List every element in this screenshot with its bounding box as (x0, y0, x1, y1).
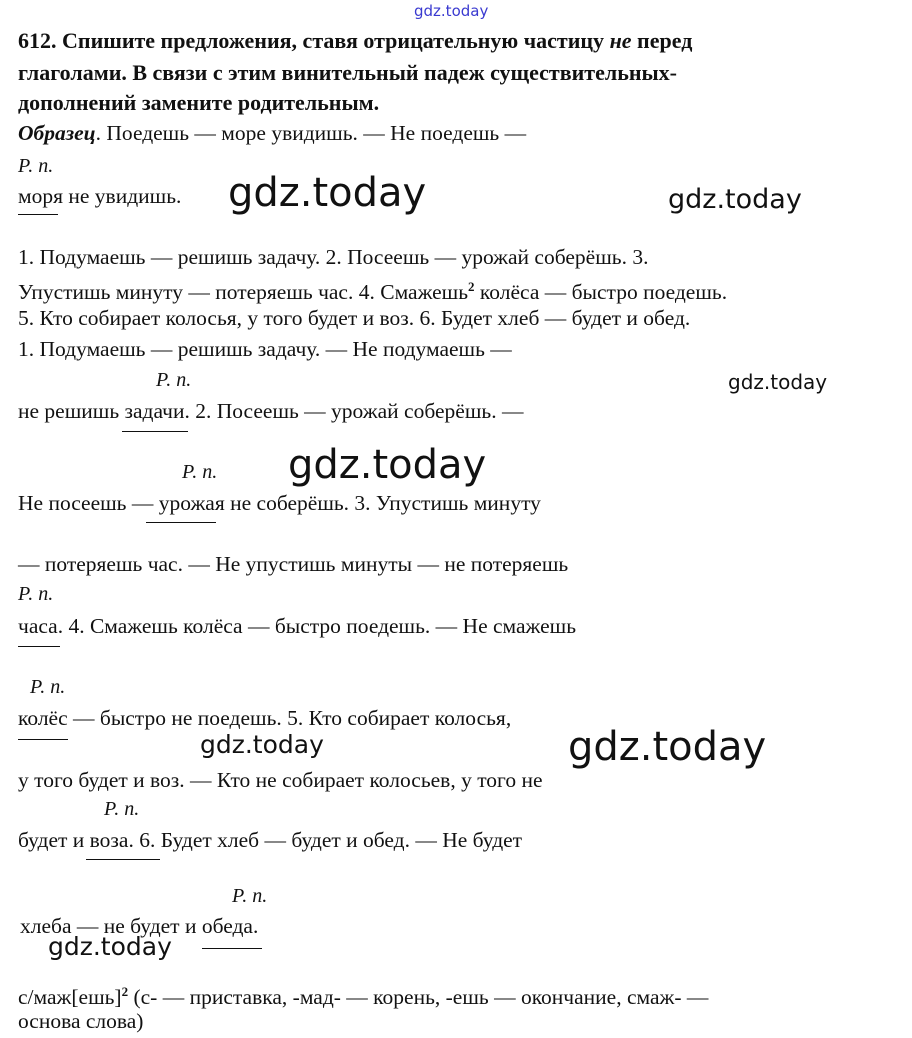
underline (202, 948, 262, 949)
sample-line-2: моря не увидишь. (18, 184, 182, 208)
case-label: Р. п. (104, 798, 140, 820)
case-label: Р. п. (232, 885, 268, 907)
task-text: 612. Спишите предложения, ставя отрицательную частицу (18, 28, 610, 53)
answer-line-4: — потеряешь час. — Не упустишь минуты — не потеряешь (18, 552, 569, 576)
watermark: gdz.today (728, 370, 828, 394)
underline (86, 859, 160, 860)
watermark: gdz.today (48, 932, 172, 961)
footnote-word: с/маж[ешь] (18, 985, 122, 1010)
watermark: gdz.today (568, 724, 767, 770)
sample-text: . Поедешь — море увидишь. — Не поедешь — (95, 121, 527, 145)
footnote-text: (с- — приставка, -мад- — корень, -ешь — окончание, смаж- — (128, 985, 709, 1010)
footnote-marker: 2 (468, 279, 475, 294)
exercise-line-3: 5. Кто собирает колосья, у того будет и воз. 6. Будет хлеб — будет и обед. (18, 306, 691, 330)
answer-line-7: у того будет и воз. — Кто не собирает колосьев, у того не (18, 768, 543, 792)
footnote-line-2: основа слова) (18, 1009, 144, 1033)
task-line-2: глаголами. В связи с этим винительный падеж существительных- (18, 60, 678, 85)
watermark: gdz.today (288, 442, 487, 488)
underline (18, 646, 60, 647)
case-label: Р. п. (30, 676, 66, 698)
task-text: перед (631, 28, 693, 53)
task-line-1 (18, 28, 692, 54)
underline (122, 431, 188, 432)
watermark-top: gdz.today (414, 2, 489, 20)
sample-label: Образец (18, 121, 96, 145)
answer-line-6: колёс — быстро не поедешь. 5. Кто собирает колосья, (18, 706, 512, 730)
answer-line-9: хлеба — не будет и обеда. (20, 914, 259, 938)
answer-line-5: часа. 4. Смажешь колёса — быстро поедешь. — Не смажешь (18, 614, 577, 638)
answer-line-2: не решишь задачи. 2. Посеешь — урожай соберёшь. — (18, 399, 524, 423)
answer-line-8: будет и воза. 6. Будет хлеб — будет и обед. — Не будет (18, 828, 523, 852)
watermark: gdz.today (200, 730, 324, 759)
underline (146, 522, 216, 523)
footnote-line-1 (18, 979, 708, 1010)
task-particle: не (609, 28, 632, 53)
sample-line-1 (18, 120, 526, 146)
case-label: Р. п. (182, 461, 218, 483)
task-line-3: дополнений замените родительным. (18, 90, 380, 115)
exercise-text: Упустишь минуту — потеряешь час. 4. Смажешь (18, 280, 469, 305)
exercise-line-1: 1. Подумаешь — решишь задачу. 2. Посеешь — урожай соберёшь. 3. (18, 245, 649, 269)
case-label: Р. п. (156, 369, 192, 391)
underline (18, 214, 58, 215)
answer-line-1: 1. Подумаешь — решишь задачу. — Не подумаешь — (18, 337, 512, 361)
answer-line-3: Не посеешь — урожая не соберёшь. 3. Упустишь минуту (18, 491, 541, 515)
watermark: gdz.today (668, 184, 802, 215)
watermark: gdz.today (228, 170, 427, 216)
underline (18, 739, 68, 740)
exercise-text: колёса — быстро поедешь. (474, 280, 728, 305)
case-label: Р. п. (18, 155, 54, 177)
case-label: Р. п. (18, 583, 54, 605)
footnote-marker: 2 (121, 984, 129, 999)
exercise-line-2 (18, 274, 727, 305)
